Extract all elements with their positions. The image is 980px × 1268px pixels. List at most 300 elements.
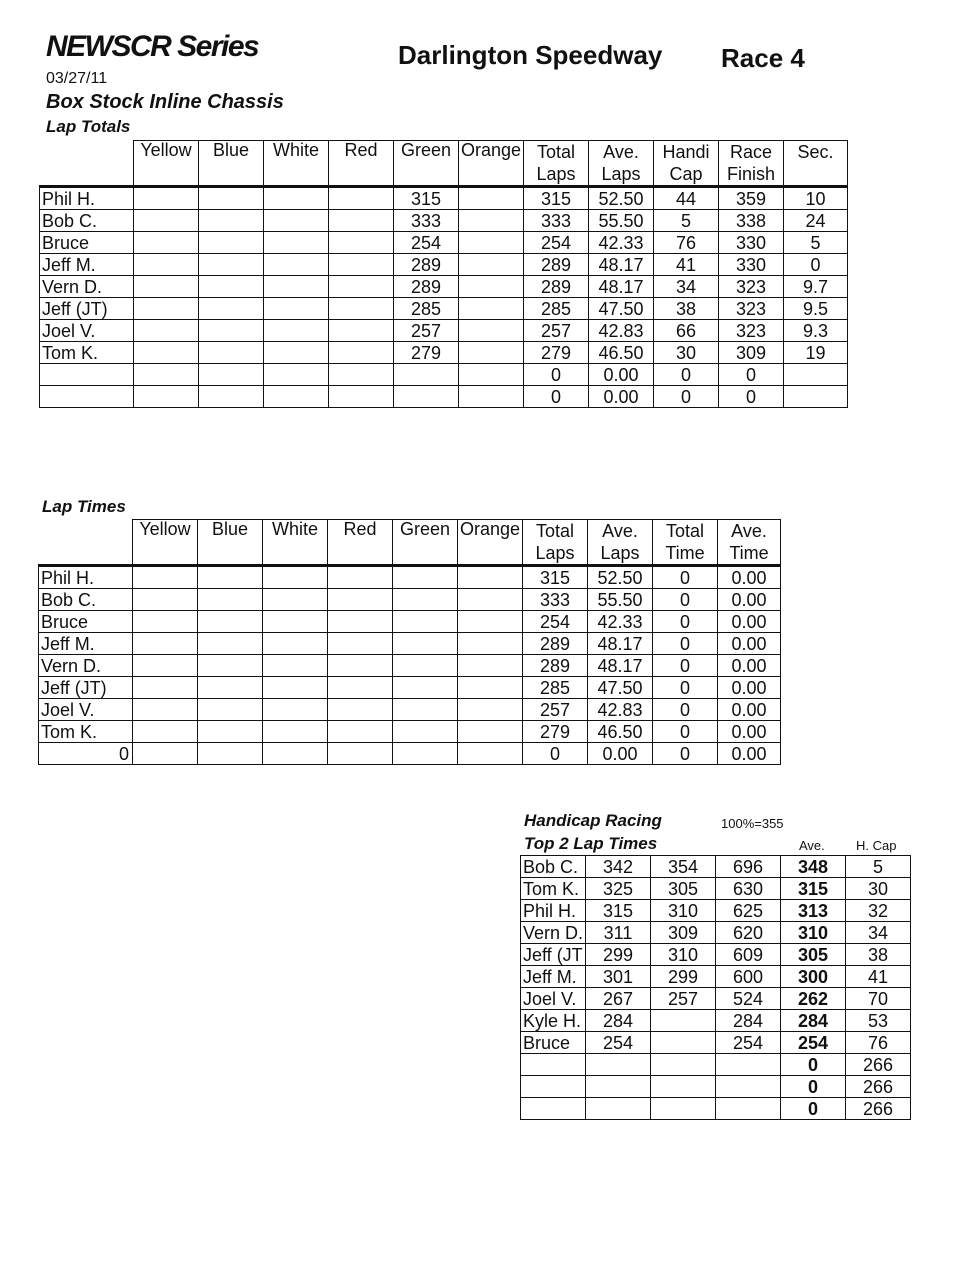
cell-sec (784, 364, 848, 386)
cell-ave-time: 0.00 (718, 611, 781, 633)
cell-lap-time-1: 254 (586, 1032, 651, 1054)
cell-yellow (134, 386, 199, 408)
cell-sec (784, 386, 848, 408)
cell-handicap: 38 (654, 298, 719, 320)
col-race-l1: Race (729, 142, 773, 162)
cell-yellow (133, 611, 198, 633)
cell-red (328, 589, 393, 611)
cell-handicap: 266 (846, 1054, 911, 1076)
driver-name: Bob C. (521, 856, 586, 878)
cell-red (329, 254, 394, 276)
col-total-l1: Total (536, 142, 576, 162)
driver-name (40, 386, 134, 408)
series-title: NEWSCR Series (46, 30, 259, 63)
cell-sec: 19 (784, 342, 848, 364)
col-ave-laps (589, 141, 654, 187)
table-row (521, 1032, 911, 1054)
col-total-l1: Total (535, 521, 575, 541)
col-ave-laps (588, 520, 653, 566)
driver-name: Joel V. (521, 988, 586, 1010)
driver-name: Vern D. (40, 276, 134, 298)
col-total-l2: Laps (536, 164, 576, 184)
col-sec: Sec. (784, 141, 848, 187)
cell-handicap: 38 (846, 944, 911, 966)
cell-ave-laps: 55.50 (589, 210, 654, 232)
cell-total-laps: 279 (524, 342, 589, 364)
cell-yellow (134, 364, 199, 386)
cell-orange (458, 743, 523, 765)
lap-totals-header (40, 141, 848, 187)
table-row (521, 1010, 911, 1032)
cell-ave-laps: 46.50 (589, 342, 654, 364)
col-total-time (653, 520, 718, 566)
driver-name: Phil H. (39, 566, 133, 589)
cell-total-laps: 285 (523, 677, 588, 699)
col-green: Green (394, 141, 459, 187)
driver-name: Bruce (40, 232, 134, 254)
cell-sec: 9.7 (784, 276, 848, 298)
cell-average: 305 (781, 944, 846, 966)
driver-name: Jeff (JT) (39, 677, 133, 699)
driver-name: Tom K. (40, 342, 134, 364)
cell-white (264, 320, 329, 342)
cell-white (264, 210, 329, 232)
cell-handicap: 32 (846, 900, 911, 922)
cell-red (329, 276, 394, 298)
col-avetime-l2: Time (729, 543, 769, 563)
table-row (521, 878, 911, 900)
cell-green (394, 364, 459, 386)
cell-green: 279 (394, 342, 459, 364)
cell-total-laps: 333 (524, 210, 589, 232)
handicap-note: 100%=355 (721, 816, 784, 831)
cell-handicap: 266 (846, 1098, 911, 1120)
cell-handicap: 76 (846, 1032, 911, 1054)
cell-green (393, 743, 458, 765)
col-white: White (264, 141, 329, 187)
cell-red (329, 320, 394, 342)
cell-total-laps: 289 (524, 276, 589, 298)
race-date: 03/27/11 (46, 70, 108, 87)
driver-name: Bob C. (39, 589, 133, 611)
cell-orange (459, 364, 524, 386)
cell-orange (458, 611, 523, 633)
col-handicap (654, 141, 719, 187)
col-ave-l1: Ave. (603, 142, 639, 162)
col-red: Red (329, 141, 394, 187)
cell-blue (199, 320, 264, 342)
cell-total-laps: 289 (523, 655, 588, 677)
cell-sec: 9.3 (784, 320, 848, 342)
cell-lap-time-2: 305 (651, 878, 716, 900)
cell-orange (458, 677, 523, 699)
cell-average: 284 (781, 1010, 846, 1032)
cell-white (264, 386, 329, 408)
cell-orange (458, 655, 523, 677)
cell-average: 254 (781, 1032, 846, 1054)
col-orange: Orange (459, 141, 524, 187)
cell-average: 315 (781, 878, 846, 900)
cell-red (328, 743, 393, 765)
table-row (521, 944, 911, 966)
cell-red (328, 566, 393, 589)
table-row (40, 276, 848, 298)
cell-lap-time-2: 309 (651, 922, 716, 944)
cell-green (393, 589, 458, 611)
cell-red (328, 721, 393, 743)
driver-name: Bob C. (40, 210, 134, 232)
cell-ave-time: 0.00 (718, 677, 781, 699)
cell-green (393, 566, 458, 589)
col-blue: Blue (198, 520, 263, 566)
cell-green (393, 611, 458, 633)
cell-handicap: 76 (654, 232, 719, 254)
cell-sum: 600 (716, 966, 781, 988)
cell-lap-time-1 (586, 1098, 651, 1120)
driver-name: Jeff (JT) (40, 298, 134, 320)
cell-red (328, 699, 393, 721)
cell-green (393, 677, 458, 699)
cell-blue (199, 210, 264, 232)
handicap-col-ave: Ave. (799, 838, 825, 853)
cell-ave-time: 0.00 (718, 655, 781, 677)
cell-blue (198, 566, 263, 589)
cell-average: 0 (781, 1076, 846, 1098)
table-row (40, 320, 848, 342)
cell-green (394, 386, 459, 408)
cell-yellow (133, 566, 198, 589)
table-row (521, 900, 911, 922)
cell-lap-time-2: 310 (651, 900, 716, 922)
cell-yellow (134, 342, 199, 364)
cell-green (393, 655, 458, 677)
cell-green (393, 699, 458, 721)
cell-blue (199, 298, 264, 320)
driver-name: Bruce (39, 611, 133, 633)
col-handi-l2: Cap (669, 164, 703, 184)
cell-lap-time-1: 301 (586, 966, 651, 988)
cell-blue (198, 589, 263, 611)
cell-orange (459, 320, 524, 342)
cell-green: 333 (394, 210, 459, 232)
cell-white (263, 699, 328, 721)
cell-blue (199, 386, 264, 408)
col-total-laps (523, 520, 588, 566)
cell-yellow (133, 721, 198, 743)
cell-total-time: 0 (653, 611, 718, 633)
cell-orange (459, 187, 524, 210)
cell-orange (459, 210, 524, 232)
col-ave-time (718, 520, 781, 566)
cell-handicap: 266 (846, 1076, 911, 1098)
driver-name: Jeff M. (39, 633, 133, 655)
cell-lap-time-2 (651, 1054, 716, 1076)
cell-handicap: 53 (846, 1010, 911, 1032)
driver-name: Jeff M. (521, 966, 586, 988)
cell-lap-time-1: 299 (586, 944, 651, 966)
cell-handicap: 66 (654, 320, 719, 342)
cell-total-time: 0 (653, 721, 718, 743)
cell-green (393, 721, 458, 743)
driver-name: Jeff M. (40, 254, 134, 276)
cell-handicap: 5 (654, 210, 719, 232)
cell-red (328, 655, 393, 677)
driver-name (40, 364, 134, 386)
cell-total-laps: 254 (524, 232, 589, 254)
table-row (40, 298, 848, 320)
cell-lap-time-2: 354 (651, 856, 716, 878)
cell-total-laps: 0 (524, 386, 589, 408)
cell-total-laps: 285 (524, 298, 589, 320)
cell-ave-laps: 42.33 (589, 232, 654, 254)
cell-red (328, 633, 393, 655)
lap-times-header (39, 520, 781, 566)
driver-name: 0 (39, 743, 133, 765)
handicap-title: Handicap Racing (524, 811, 662, 830)
cell-ave-laps: 42.33 (588, 611, 653, 633)
cell-blue (198, 699, 263, 721)
cell-total-laps: 289 (523, 633, 588, 655)
col-handi-l1: Handi (662, 142, 710, 162)
cell-sum (716, 1054, 781, 1076)
cell-total-laps: 254 (523, 611, 588, 633)
lap-times-table (38, 519, 781, 765)
col-red: Red (328, 520, 393, 566)
cell-sum: 630 (716, 878, 781, 900)
table-row (39, 721, 781, 743)
driver-name: Joel V. (40, 320, 134, 342)
lap-totals-title: Lap Totals (46, 117, 131, 136)
race-number: Race 4 (721, 43, 805, 73)
cell-orange (459, 276, 524, 298)
cell-handicap: 44 (654, 187, 719, 210)
cell-sec: 24 (784, 210, 848, 232)
cell-average: 300 (781, 966, 846, 988)
cell-ave-laps: 48.17 (588, 633, 653, 655)
cell-handicap: 41 (846, 966, 911, 988)
cell-ave-laps: 52.50 (589, 187, 654, 210)
cell-race-finish: 330 (719, 254, 784, 276)
cell-sum (716, 1076, 781, 1098)
cell-white (264, 232, 329, 254)
cell-ave-laps: 0.00 (588, 743, 653, 765)
table-row (521, 922, 911, 944)
table-row (39, 677, 781, 699)
cell-lap-time-1: 342 (586, 856, 651, 878)
cell-race-finish: 309 (719, 342, 784, 364)
cell-white (264, 187, 329, 210)
cell-average: 0 (781, 1098, 846, 1120)
cell-lap-time-2: 257 (651, 988, 716, 1010)
col-green: Green (393, 520, 458, 566)
cell-average: 313 (781, 900, 846, 922)
handicap-table (520, 855, 911, 1120)
driver-name (521, 1054, 586, 1076)
table-row (40, 210, 848, 232)
table-row (521, 988, 911, 1010)
cell-sum: 696 (716, 856, 781, 878)
cell-yellow (134, 210, 199, 232)
table-row (521, 966, 911, 988)
table-row (40, 254, 848, 276)
col-ave-l2: Laps (601, 164, 641, 184)
cell-red (329, 187, 394, 210)
cell-average: 0 (781, 1054, 846, 1076)
col-blue: Blue (199, 141, 264, 187)
lap-totals-table (39, 140, 848, 408)
cell-total-laps: 289 (524, 254, 589, 276)
cell-white (264, 342, 329, 364)
cell-orange (458, 566, 523, 589)
cell-total-time: 0 (653, 699, 718, 721)
cell-yellow (134, 276, 199, 298)
cell-yellow (133, 655, 198, 677)
cell-blue (199, 342, 264, 364)
cell-blue (198, 677, 263, 699)
col-orange: Orange (458, 520, 523, 566)
cell-yellow (134, 187, 199, 210)
cell-sec: 10 (784, 187, 848, 210)
cell-ave-time: 0.00 (718, 633, 781, 655)
cell-ave-laps: 48.17 (589, 276, 654, 298)
cell-white (263, 655, 328, 677)
col-race-l2: Finish (726, 164, 775, 184)
table-row (39, 611, 781, 633)
cell-sum: 284 (716, 1010, 781, 1032)
col-total-laps (524, 141, 589, 187)
cell-red (329, 386, 394, 408)
cell-sec: 0 (784, 254, 848, 276)
cell-lap-time-1: 311 (586, 922, 651, 944)
cell-lap-time-1: 315 (586, 900, 651, 922)
cell-total-laps: 315 (523, 566, 588, 589)
table-row (521, 1054, 911, 1076)
cell-orange (459, 254, 524, 276)
cell-race-finish: 330 (719, 232, 784, 254)
cell-total-laps: 315 (524, 187, 589, 210)
cell-red (328, 677, 393, 699)
cell-white (263, 589, 328, 611)
cell-ave-time: 0.00 (718, 699, 781, 721)
cell-handicap: 41 (654, 254, 719, 276)
cell-handicap: 30 (846, 878, 911, 900)
cell-blue (198, 721, 263, 743)
cell-ave-laps: 0.00 (589, 386, 654, 408)
cell-yellow (134, 254, 199, 276)
cell-lap-time-2 (651, 1098, 716, 1120)
cell-orange (458, 633, 523, 655)
cell-yellow (133, 677, 198, 699)
cell-lap-time-1: 325 (586, 878, 651, 900)
cell-ave-laps: 46.50 (588, 721, 653, 743)
cell-orange (459, 232, 524, 254)
cell-lap-time-1: 267 (586, 988, 651, 1010)
cell-yellow (133, 589, 198, 611)
cell-yellow (133, 743, 198, 765)
cell-sum: 254 (716, 1032, 781, 1054)
venue-title: Darlington Speedway (398, 40, 663, 70)
cell-ave-time: 0.00 (718, 589, 781, 611)
cell-blue (199, 232, 264, 254)
cell-race-finish: 338 (719, 210, 784, 232)
driver-name: Tom K. (39, 721, 133, 743)
cell-total-time: 0 (653, 633, 718, 655)
cell-blue (198, 633, 263, 655)
cell-orange (459, 298, 524, 320)
cell-red (329, 232, 394, 254)
table-row (39, 633, 781, 655)
cell-race-finish: 0 (719, 386, 784, 408)
cell-sum (716, 1098, 781, 1120)
driver-name: Joel V. (39, 699, 133, 721)
cell-yellow (134, 232, 199, 254)
cell-ave-laps: 42.83 (589, 320, 654, 342)
cell-white (263, 611, 328, 633)
cell-average: 348 (781, 856, 846, 878)
cell-ave-laps: 0.00 (589, 364, 654, 386)
cell-green: 257 (394, 320, 459, 342)
cell-orange (458, 699, 523, 721)
cell-average: 310 (781, 922, 846, 944)
cell-red (329, 342, 394, 364)
cell-total-laps: 257 (524, 320, 589, 342)
col-ave-l1: Ave. (602, 521, 638, 541)
driver-name: Tom K. (521, 878, 586, 900)
cell-orange (459, 386, 524, 408)
cell-sec: 5 (784, 232, 848, 254)
cell-total-time: 0 (653, 743, 718, 765)
driver-name: Vern D. (521, 922, 586, 944)
cell-handicap: 0 (654, 364, 719, 386)
cell-green: 315 (394, 187, 459, 210)
cell-red (329, 210, 394, 232)
cell-blue (199, 254, 264, 276)
table-row (40, 342, 848, 364)
table-row (40, 232, 848, 254)
driver-name: Phil H. (40, 187, 134, 210)
cell-sum: 609 (716, 944, 781, 966)
cell-ave-laps: 42.83 (588, 699, 653, 721)
cell-blue (199, 187, 264, 210)
cell-handicap: 34 (654, 276, 719, 298)
cell-yellow (133, 633, 198, 655)
cell-ave-laps: 48.17 (589, 254, 654, 276)
cell-total-time: 0 (653, 566, 718, 589)
cell-ave-time: 0.00 (718, 743, 781, 765)
table-row (521, 856, 911, 878)
table-row (521, 1076, 911, 1098)
cell-handicap: 70 (846, 988, 911, 1010)
cell-white (264, 254, 329, 276)
cell-white (263, 566, 328, 589)
cell-yellow (134, 320, 199, 342)
cell-red (328, 611, 393, 633)
cell-ave-laps: 55.50 (588, 589, 653, 611)
handicap-subtitle: Top 2 Lap Times (524, 834, 658, 853)
cell-total-laps: 0 (523, 743, 588, 765)
cell-white (264, 298, 329, 320)
cell-green: 289 (394, 276, 459, 298)
col-time-l2: Time (665, 543, 705, 563)
cell-lap-time-2 (651, 1076, 716, 1098)
col-white: White (263, 520, 328, 566)
class-title: Box Stock Inline Chassis (46, 91, 284, 113)
cell-blue (199, 276, 264, 298)
col-avetime-l1: Ave. (731, 521, 767, 541)
handicap-col-hcap: H. Cap (856, 838, 897, 853)
cell-lap-time-2 (651, 1032, 716, 1054)
table-row (39, 743, 781, 765)
